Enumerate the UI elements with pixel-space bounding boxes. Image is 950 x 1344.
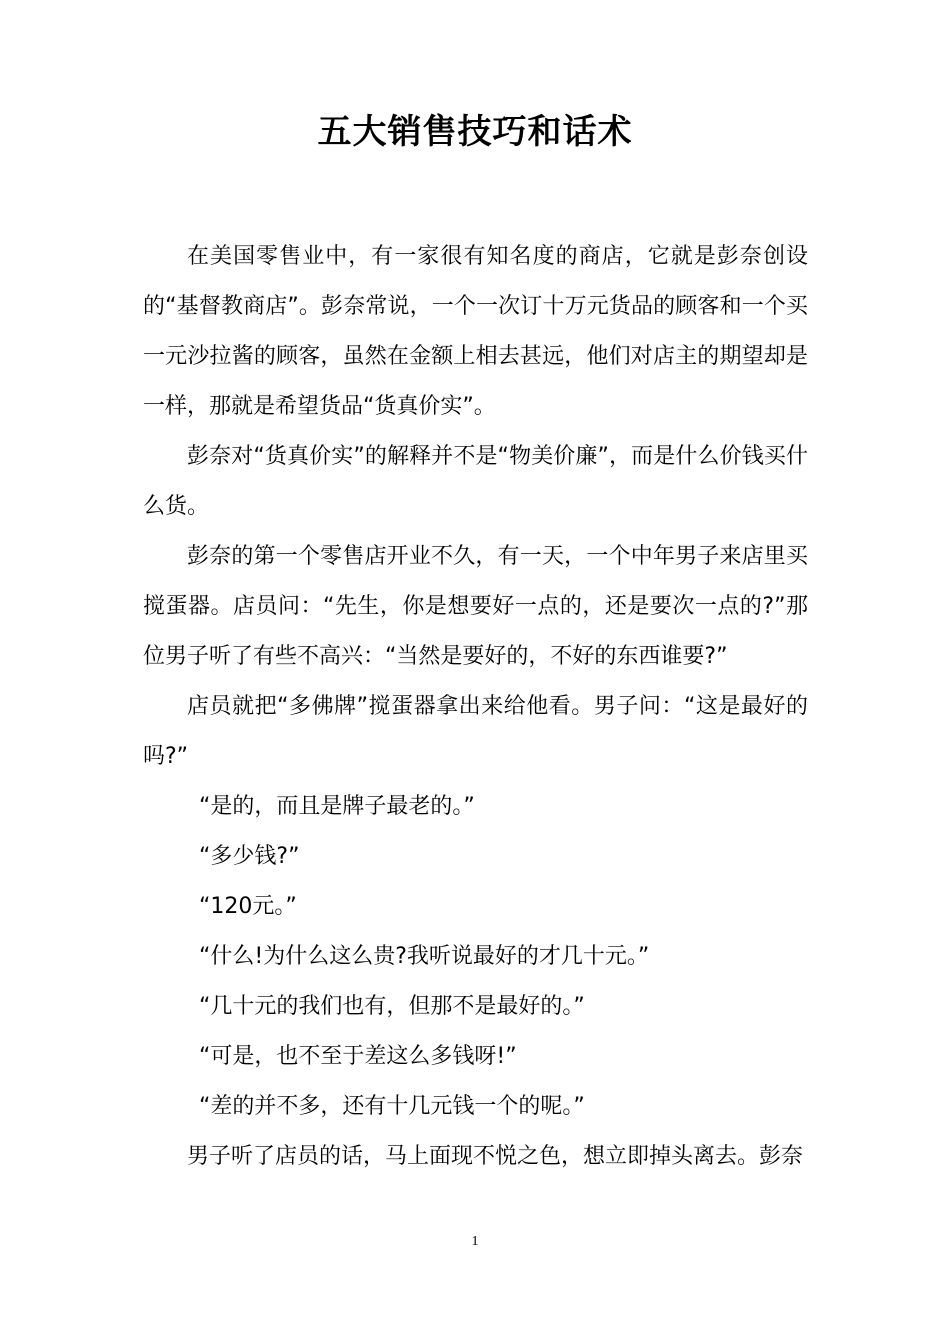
dialogue-line: “几十元的我们也有，但那不是最好的。” <box>199 994 585 1019</box>
document-body <box>143 232 808 1182</box>
paragraph: 在美国零售业中，有一家很有知名度的商店，它就是彭奈创设的“基督教商店”。彭奈常说，一个一次订十万元货品的顾客和一个买一元沙拉酱的顾客，虽然在金额上相去甚远，他们对店主的期望却是一样，那就是希望货品“货真价实”。 <box>143 244 808 419</box>
dialogue-line: “可是，也不至于差这么多钱呀!” <box>199 1044 517 1069</box>
paragraph: 彭奈的第一个零售店开业不久，有一天，一个中年男子来店里买搅蛋器。店员问：“先生，你是想要好一点的，还是要次一点的?”那位男子听了有些不高兴：“当然是要好的，不好的东西谁要?” <box>143 544 808 669</box>
dialogue-line: “是的，而且是牌子最老的。” <box>199 794 475 819</box>
paragraph: 店员就把“多佛牌”搅蛋器拿出来给他看。男子问：“这是最好的吗?” <box>143 694 808 769</box>
paragraph: 彭奈对“货真价实”的解释并不是“物美价廉”，而是什么价钱买什么货。 <box>143 444 808 519</box>
document-title: 五大销售技巧和话术 <box>317 112 633 152</box>
dialogue-line: “什么!为什么这么贵?我听说最好的才几十元。” <box>199 944 650 969</box>
page-number: 1 <box>471 1234 479 1249</box>
dialogue-line: “差的并不多，还有十几元钱一个的呢。” <box>199 1094 585 1119</box>
dialogue-line: “多少钱?” <box>199 844 300 869</box>
dialogue-line: “120元。” <box>199 894 297 919</box>
paragraph: 男子听了店员的话，马上面现不悦之色，想立即掉头离去。彭奈 <box>187 1144 804 1169</box>
